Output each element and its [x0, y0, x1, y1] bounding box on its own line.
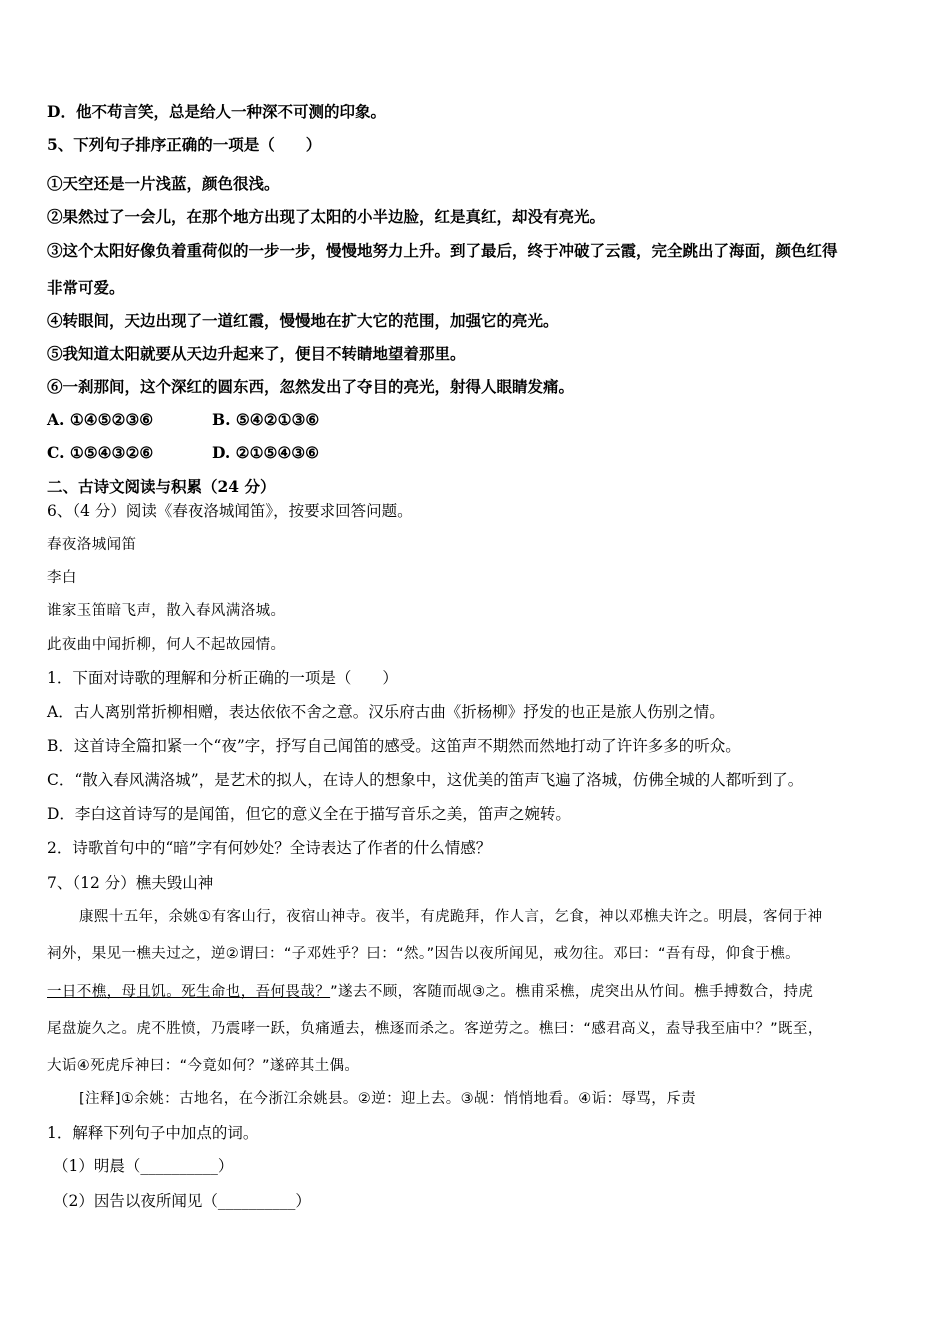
q4-option-d: D．他不苟言笑，总是给人一种深不可测的印象。	[47, 102, 386, 121]
q6-option-a: A．古人离别常折柳相赠，表达依依不舍之意。汉乐府古曲《折杨柳》抒发的也正是旅人伤别之情。	[47, 703, 725, 721]
q5-option-b: B. ⑤④②①③⑥	[212, 410, 320, 429]
q5-sentence-3a: ③这个太阳好像负着重荷似的一步一步，慢慢地努力上升。到了最后，终于冲破了云霞，完全跳出了海面，颜色红得	[47, 241, 838, 260]
q6-option-d: D．李白这首诗写的是闻笛，但它的意义全在于描写音乐之美，笛声之婉转。	[47, 805, 571, 823]
q5-stem: 5、下列句子排序正确的一项是（ ）	[47, 135, 322, 154]
poem-author: 李白	[47, 570, 77, 586]
q7-stem: 7、（12 分）樵夫毁山神	[47, 874, 214, 892]
passage-line-4: 尾盘旋久之。虎不胜愤，乃震哮一跃，负痛遁去，樵逐而杀之。客逆劳之。樵曰：“感君高义，盍导我至庙中？”既至，	[47, 1021, 823, 1037]
q6-sub-1: 1．下面对诗歌的理解和分析正确的一项是（ ）	[47, 669, 398, 687]
q6-sub-2: 2．诗歌首句中的“暗”字有何妙处？全诗表达了作者的什么情感？	[47, 839, 492, 857]
passage-note: [注释]①余姚：古地名，在今浙江余姚县。②逆：迎上去。③觇：悄悄地看。④诟：辱骂，斥责	[79, 1091, 697, 1107]
q5-option-a: A. ①④⑤②③⑥	[47, 410, 154, 429]
q5-sentence-3b: 非常可爱。	[47, 278, 125, 297]
passage-line-3	[47, 981, 813, 1003]
q6-option-c: C．“散入春风满洛城”，是艺术的拟人，在诗人的想象中，这优美的笛声飞遍了洛城，仿佛全城的人都听到了。	[47, 771, 804, 789]
q5-sentence-4: ④转眼间，天边出现了一道红霞，慢慢地在扩大它的范围，加强它的亮光。	[47, 311, 559, 330]
passage-line-3-rest: ”遂去不顾，客随而觇③之。樵甫采樵，虎突出从竹间。樵手搏数合，持虎	[330, 984, 814, 1000]
q5-sentence-2: ②果然过了一会儿，在那个地方出现了太阳的小半边脸，红是真红，却没有亮光。	[47, 207, 606, 226]
section-2-title: 二、古诗文阅读与积累（24 分）	[47, 477, 276, 496]
q6-stem: 6、（4 分）阅读《春夜洛城闻笛》，按要求回答问题。	[47, 502, 413, 520]
q7-item-2: （2）因告以夜所闻见（__________）	[53, 1192, 311, 1210]
q7-sub-1: 1．解释下列句子中加点的词。	[47, 1124, 259, 1142]
q5-sentence-6: ⑥一刹那间，这个深红的圆东西，忽然发出了夺目的亮光，射得人眼睛发痛。	[47, 377, 575, 396]
passage-line-5: 大诟④死虎斥神曰：“今竟如何？”遂碎其土偶。	[47, 1058, 360, 1074]
underlined-sentence: 一日不樵，母且饥。死生命也，吾何畏哉？	[47, 984, 331, 1000]
poem-line-2: 此夜曲中闻折柳，何人不起故园情。	[47, 637, 286, 653]
passage-line-2: 祠外，果见一樵夫过之，逆②谓曰：“子邓姓乎？曰：“然。”因告以夜所闻见，戒勿往。邓曰：“吾有母，仰食于樵。	[47, 946, 800, 962]
poem-line-1: 谁家玉笛暗飞声，散入春风满洛城。	[47, 603, 286, 619]
q5-option-d: D. ②①⑤④③⑥	[212, 443, 320, 462]
passage-line-1: 康熙十五年，余姚①有客山行，夜宿山神寺。夜半，有虎跪拜，作人言，乞食，神以邓樵夫许之。明晨，客伺于神	[79, 909, 823, 925]
poem-title: 春夜洛城闻笛	[47, 537, 137, 553]
q5-sentence-5: ⑤我知道太阳就要从天边升起来了，便目不转睛地望着那里。	[47, 344, 466, 363]
q5-options-row-1	[47, 409, 319, 431]
q7-item-1: （1）明晨（__________）	[53, 1157, 234, 1175]
q5-sentence-1: ①天空还是一片浅蓝，颜色很浅。	[47, 174, 280, 193]
q5-option-c: C. ①⑤④③②⑥	[47, 443, 154, 462]
q6-option-b: B．这首诗全篇扣紧一个“夜”字，抒写自己闻笛的感受。这笛声不期然而然地打动了许许多多的听众。	[47, 737, 741, 755]
q5-options-row-2	[47, 442, 319, 464]
